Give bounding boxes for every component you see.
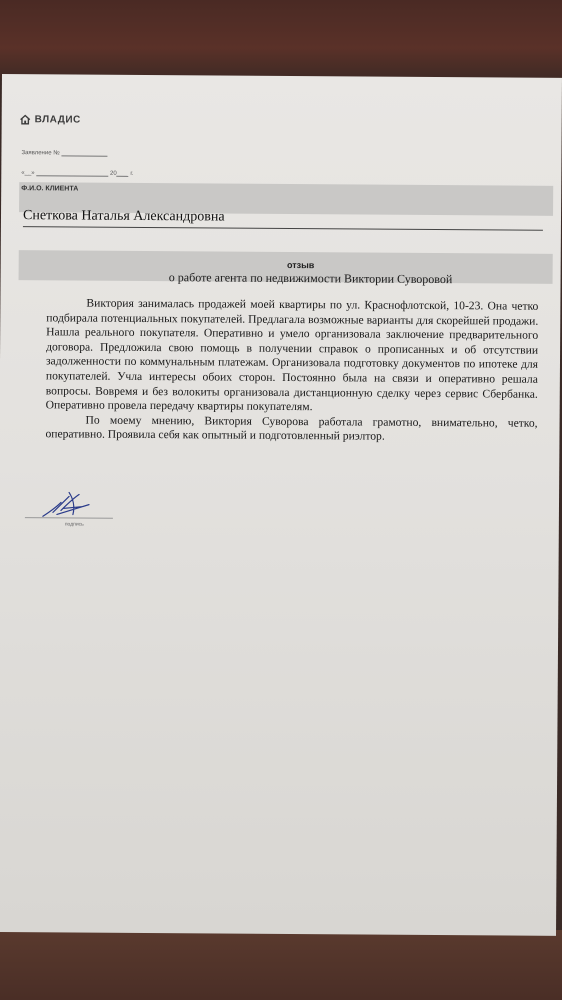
review-paragraph: Виктория занималась продажей моей квартиры по ул. Краснофлотской, 10-23. Она четко подбирала потенциальных покупателей. Предлагала возможные варианты для скорейшей продажи. Нашла реального покупателя. Оперативно и умело организовала заключение предварительного договора. Предложила свою помощь в получении справок о прописанных и об отсутствии задолженности по коммунальным платежам. Организовала подготовку документов по ипотеке для покупателей. Учла интересы обоих сторон. Постоянно была на связи и оперативно решала вопросы. Вовремя и без волокиты организовала дистанционную сделку через сервис Сбербанка. Оперативно провела передачу квартиры покупателям. — [45, 296, 539, 414]
client-name-underline — [23, 226, 543, 231]
client-name: Снеткова Наталья Александровна — [22, 208, 225, 225]
date-year-blank — [117, 176, 129, 177]
house-icon — [20, 114, 31, 125]
date-year: 20 — [109, 170, 117, 177]
date-field — [21, 170, 133, 177]
date-suffix: г. — [130, 170, 134, 177]
review-subtitle: о работе агента по недвижимости Виктории Суворовой — [168, 270, 453, 287]
table-surface-bottom — [0, 930, 562, 1000]
date-day: «__» — [21, 170, 35, 177]
logo-text: ВЛАДИС — [34, 114, 81, 126]
review-paragraph: По моему мнению, Виктория Суворова работала грамотно, внимательно, четко, оперативно. Проявила себя как опытный и подготовленный риэлтор. — [45, 413, 538, 444]
application-number-label: Заявление № — [21, 150, 60, 157]
date-month-blank — [36, 175, 108, 177]
review-body — [45, 296, 538, 445]
table-surface-top — [0, 0, 562, 80]
company-logo — [20, 114, 81, 125]
document-sheet — [0, 74, 562, 936]
review-title: отзыв — [286, 259, 315, 271]
application-number-blank — [61, 155, 107, 156]
signature-label: подпись — [64, 521, 84, 528]
application-number-field — [21, 150, 107, 157]
client-label: Ф.И.О. КЛИЕНТА — [21, 185, 79, 193]
